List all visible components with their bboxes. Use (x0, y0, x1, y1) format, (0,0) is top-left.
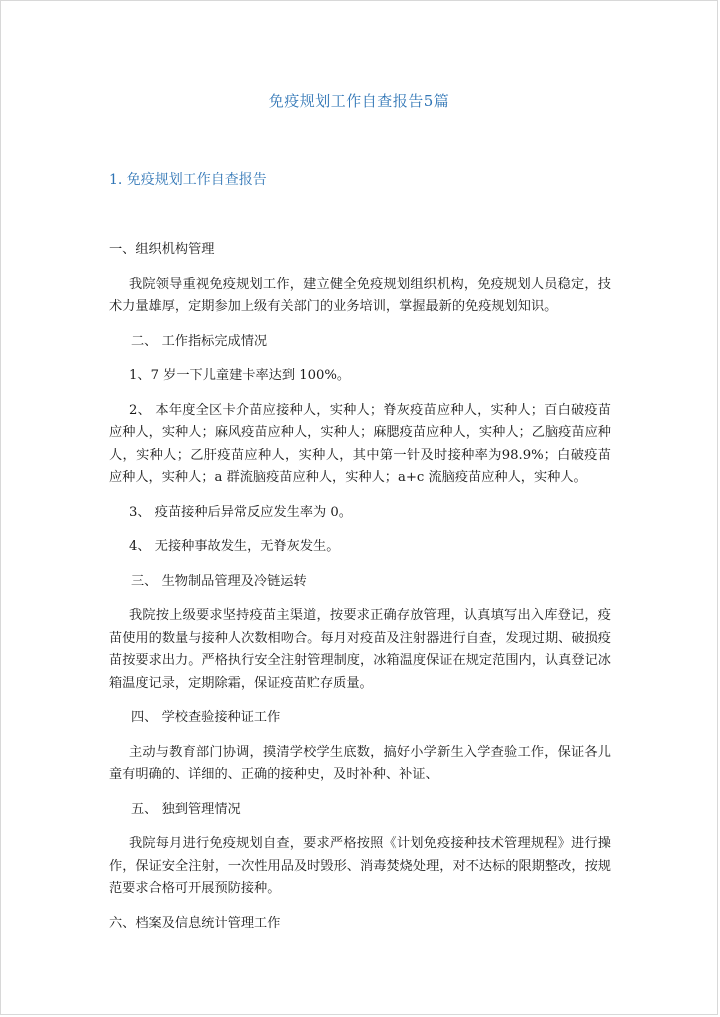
heading-management: 五、 独到管理情况 (131, 801, 241, 817)
paragraph-management: 我院每月进行免疫规划自查，要求严格按照《计划免疫接种技术管理规程》进行操作，保证安全注射，一次性用品及时毁形、消毒焚烧处理，对不达标的限期整改，按规范要求合格可开展预防接种。 (109, 836, 611, 896)
paragraph-cold-chain: 我院按上级要求坚持疫苗主渠道，按要求正确存放管理，认真填写出入库登记，疫苗使用的数量与接种人次数相吻合。每月对疫苗及注射器进行自查，发现过期、破损疫苗按要求出力。严格执行安全注射管理制度，冰箱温度保证在规定范围内，认真登记冰箱温度记录，定期除霜，保证疫苗贮存质量。 (109, 608, 611, 691)
paragraph-school-check: 主动与教育部门协调，摸清学校学生底数，搞好小学新生入学查验工作，保证各儿童有明确的、详细的、正确的接种史，及时补种、补证、 (109, 744, 611, 782)
heading-org-management: 一、组织机构管理 (109, 242, 215, 257)
section-heading: 1. 免疫规划工作自查报告 (109, 172, 267, 188)
heading-cold-chain: 三、 生物制品管理及冷链运转 (131, 573, 307, 589)
heading-school-check: 四、 学校查验接种证工作 (131, 710, 281, 725)
indicator-item-3: 3、 疫苗接种后异常反应发生率为 0。 (129, 504, 352, 520)
document-body (109, 239, 611, 947)
heading-work-indicators: 二、 工作指标完成情况 (131, 333, 268, 349)
paragraph-org-management: 我院领导重视免疫规划工作，建立健全免疫规划组织机构，免疫规划人员稳定，技术力量雄厚，定期参加上级有关部门的业务培训，掌握最新的免疫规划知识。 (109, 276, 611, 314)
indicator-item-4: 4、 无接种事故发生，无脊灰发生。 (129, 539, 340, 554)
document-title: 免疫规划工作自查报告5篇 (268, 92, 450, 110)
indicator-item-2: 2、 本年度全区卡介苗应接种人，实种人；脊灰疫苗应种人，实种人；百白破疫苗应种人，实种人；麻风疫苗应种人，实种人；麻腮疫苗应种人，实种人；乙脑疫苗应种人，实种人；乙肝疫苗应种人，实种人，其中第一针及时接种率为98.9%；白破疫苗应种人，实种人；a 群流脑疫苗应种人，实种人；a+c 流脑疫苗应种人，实种人。 (109, 402, 611, 485)
heading-archives: 六、档案及信息统计管理工作 (109, 915, 281, 931)
indicator-item-1: 1、7 岁一下儿童建卡率达到 100%。 (129, 368, 351, 383)
